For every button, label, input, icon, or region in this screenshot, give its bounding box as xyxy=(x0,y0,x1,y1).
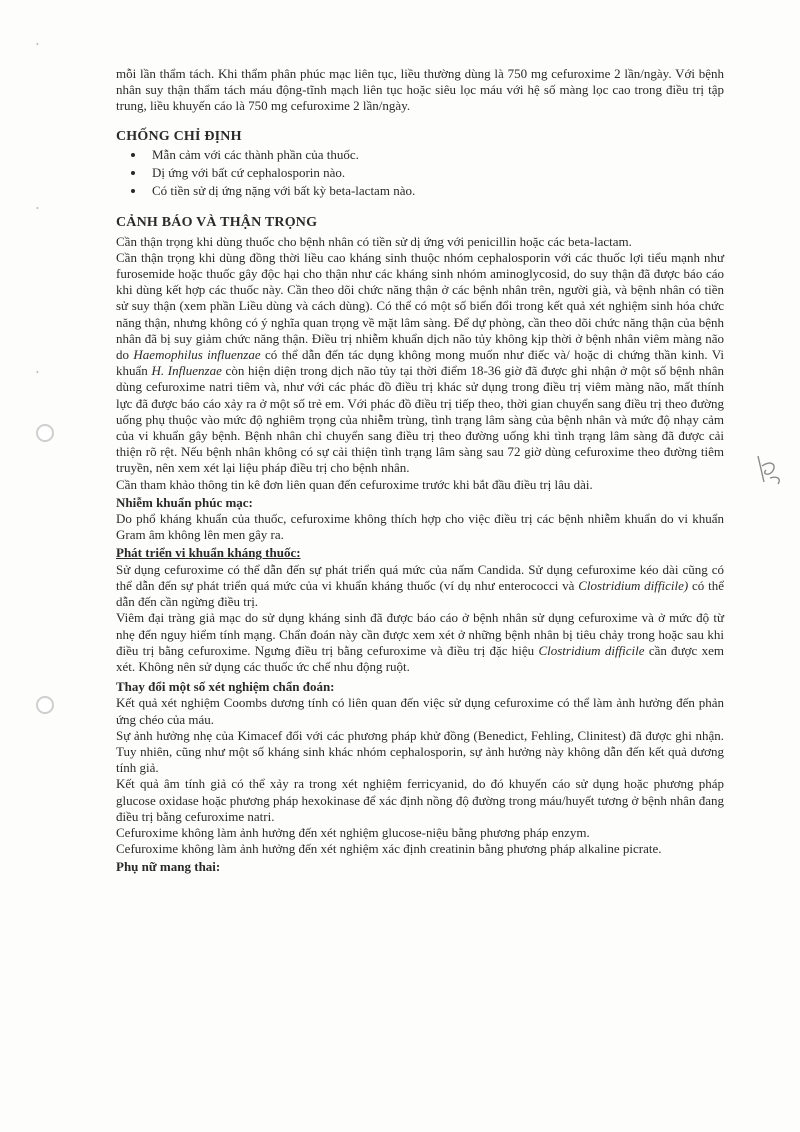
text-run: Cần thận trọng khi dùng đồng thời liều cao kháng sinh thuộc nhóm cephalosporin với các thuốc lợi tiểu mạnh như furosemide hoặc thuốc gây độc hại cho thận như các kháng sinh nhóm aminoglycosid, do suy thận đã được báo cáo khi dùng kết hợp các thuốc này. Cần theo dõi chức năng thận ở các bệnh nhân trên, người già, và bệnh nhân có tiền sử suy thận (xem phần Liều dùng và cách dùng). Có thể có một số biến đổi trong kết quả xét nghiệm sinh hóa chức năng thận, nhưng không có ý nghĩa quan trọng về mặt lâm sàng. Để dự phòng, cần theo dõi chức năng thận của bệnh nhân đã bị suy giảm chức năng thận. Điều trị nhiễm khuẩn dịch não tủy không kịp thời ở bệnh nhân viêm màng não do xyxy=(116,249,724,363)
scan-dot: • xyxy=(36,368,39,377)
resistance-heading: Phát triển vi khuẩn kháng thuốc: xyxy=(116,545,301,561)
pregnancy-heading: Phụ nữ mang thai: xyxy=(116,859,221,875)
contraindications-heading: CHỐNG CHỈ ĐỊNH xyxy=(116,128,242,144)
diagnostic-paragraph: Kết quả âm tính giả có thể xảy ra trong xét nghiệm ferricyanid, do đó khuyến cáo sử dụng hoặc phương pháp glucose oxidase hoặc phương pháp hexokinase để xác định nồng độ đường trong máu/huyết tương ở bệnh nhân đang điều trị bằng cefuroxime natri. xyxy=(116,776,724,824)
document-page xyxy=(116,66,724,876)
italic-term: H. Influenzae xyxy=(151,363,222,379)
resistance-paragraph xyxy=(116,610,724,675)
list-item: • Dị ứng với bất cứ cephalosporin nào. xyxy=(146,165,724,181)
text-run: có thể dẫn đến tác dụng không mong muốn như điếc và/ hoặc di chứng thần kinh. Vi khuẩn xyxy=(116,347,725,379)
contraindications-list xyxy=(116,147,724,200)
list-item: • Mẫn cảm với các thành phần của thuốc. xyxy=(146,147,724,163)
punch-hole xyxy=(36,424,54,442)
text-run: cần được xem xét. Không nên sử dụng các thuốc ức chế nhu động ruột. xyxy=(116,642,724,674)
warnings-paragraph: Cần tham khảo thông tin kê đơn liên quan đến cefuroxime trước khi bắt đầu điều trị lâu dài. xyxy=(116,476,593,492)
punch-hole xyxy=(36,696,54,714)
diagnostic-paragraph: Cefuroxime không làm ảnh hưởng đến xét nghiệm glucose-niệu bằng phương pháp enzym. xyxy=(116,824,590,840)
text-run: có thể dẫn đến cần ngừng điều trị. xyxy=(116,577,724,610)
text-run: còn hiện diện trong dịch não tủy tại thời điểm 18-36 giờ đã được ghi nhận ở một số bệnh nhân dùng cefuroxime natri tiêm và, như với các phác đồ điều trị khác sử dụng trong điều trị viêm màng não, mất thính lực đã được báo cáo xảy ra ở một số trẻ em. Với phác đồ điều trị tiếp theo, thời gian chuyển sang điều trị theo đường uống phụ thuộc vào mức độ nghiêm trọng của nhiễm trùng, tình trạng lâm sàng của bệnh nhân và mức độ nhạy cảm của vi khuẩn gây bệnh. Bệnh nhân chỉ chuyển sang điều trị theo đường uống khi tình trạng lâm sàng đã được cải thiện rõ rệt. Nếu bệnh nhân không có sự cải thiện tình trạng lâm sàng sau 72 giờ dùng cefuroxime theo đường tiêm truyền, nên xem xét lại liệu pháp điều trị cho bệnh nhân. xyxy=(116,363,724,476)
text-run: Viêm đại tràng giả mạc do sử dụng kháng sinh đã được báo cáo ở bệnh nhân sử dụng cefuroxime và ở mức độ từ nhẹ đến nguy hiểm tính mạng. Chẩn đoán này cần được xem xét ở những bệnh nhân bị tiêu chảy trong hoặc sau khi điều trị bằng cefuroxime. Ngưng điều trị bằng cefuroxime và điều trị đặc hiệu xyxy=(116,610,724,658)
list-item: • Có tiền sử dị ứng nặng với bất kỳ beta-lactam nào. xyxy=(146,183,724,199)
resistance-paragraph xyxy=(116,562,724,611)
diagnostic-paragraph: Kết quả xét nghiệm Coombs dương tính có liên quan đến việc sử dụng cefuroxime có thể làm ảnh hưởng đến phản ứng chéo của máu. xyxy=(116,695,724,727)
intro-paragraph: mỗi lần thẩm tách. Khi thẩm phân phúc mạc liên tục, liều thường dùng là 750 mg cefuroxime 2 lần/ngày. Với bệnh nhân suy thận thẩm tách máu động-tĩnh mạch liên tục hoặc siêu lọc máu với hệ số màng lọc cao trong điều trị tập trung, liều khuyến cáo là 750 mg cefuroxime 2 lần/ngày. xyxy=(116,66,724,114)
warnings-paragraph: Cần thận trọng khi dùng thuốc cho bệnh nhân có tiền sử dị ứng với penicillin hoặc các beta-lactam. xyxy=(116,233,632,249)
italic-term: Clostridium difficile) xyxy=(578,577,689,593)
italic-term: Clostridium difficile xyxy=(538,642,645,658)
scan-dot: • xyxy=(36,204,39,213)
italic-term: Haemophilus influenzae xyxy=(133,347,261,363)
text-run: Sử dụng cefuroxime có thể dẫn đến sự phát triển quá mức của nấm Candida. Sử dụng cefuroxime kéo dài cũng có thể dẫn đến sự phát triển quá mức của vi khuẩn kháng thuốc (ví dụ như enterococci và xyxy=(116,561,724,593)
peritonitis-paragraph: Do phổ kháng khuẩn của thuốc, cefuroxime không thích hợp cho việc điều trị các bệnh nhiễm khuẩn do vi khuẩn Gram âm không lên men gây ra. xyxy=(116,511,724,543)
signature-mark xyxy=(752,452,786,492)
warnings-heading: CẢNH BÁO VÀ THẬN TRỌNG xyxy=(116,215,318,231)
diagnostic-heading: Thay đổi một số xét nghiệm chẩn đoán: xyxy=(116,679,335,695)
diagnostic-paragraph: Cefuroxime không làm ảnh hưởng đến xét nghiệm xác định creatinin bằng phương pháp alkaline picrate. xyxy=(116,841,662,857)
scan-dot: • xyxy=(36,40,39,49)
peritonitis-heading: Nhiễm khuẩn phúc mạc: xyxy=(116,494,253,510)
diagnostic-paragraph: Sự ảnh hưởng nhẹ của Kimacef đối với các phương pháp khử đồng (Benedict, Fehling, Clinitest) đã được ghi nhận. Tuy nhiên, cũng như một số kháng sinh khác nhóm cephalosporin, sự ảnh hưởng này không dẫn đến kết quả dương tính giả. xyxy=(116,727,724,776)
warnings-paragraph xyxy=(116,250,724,477)
